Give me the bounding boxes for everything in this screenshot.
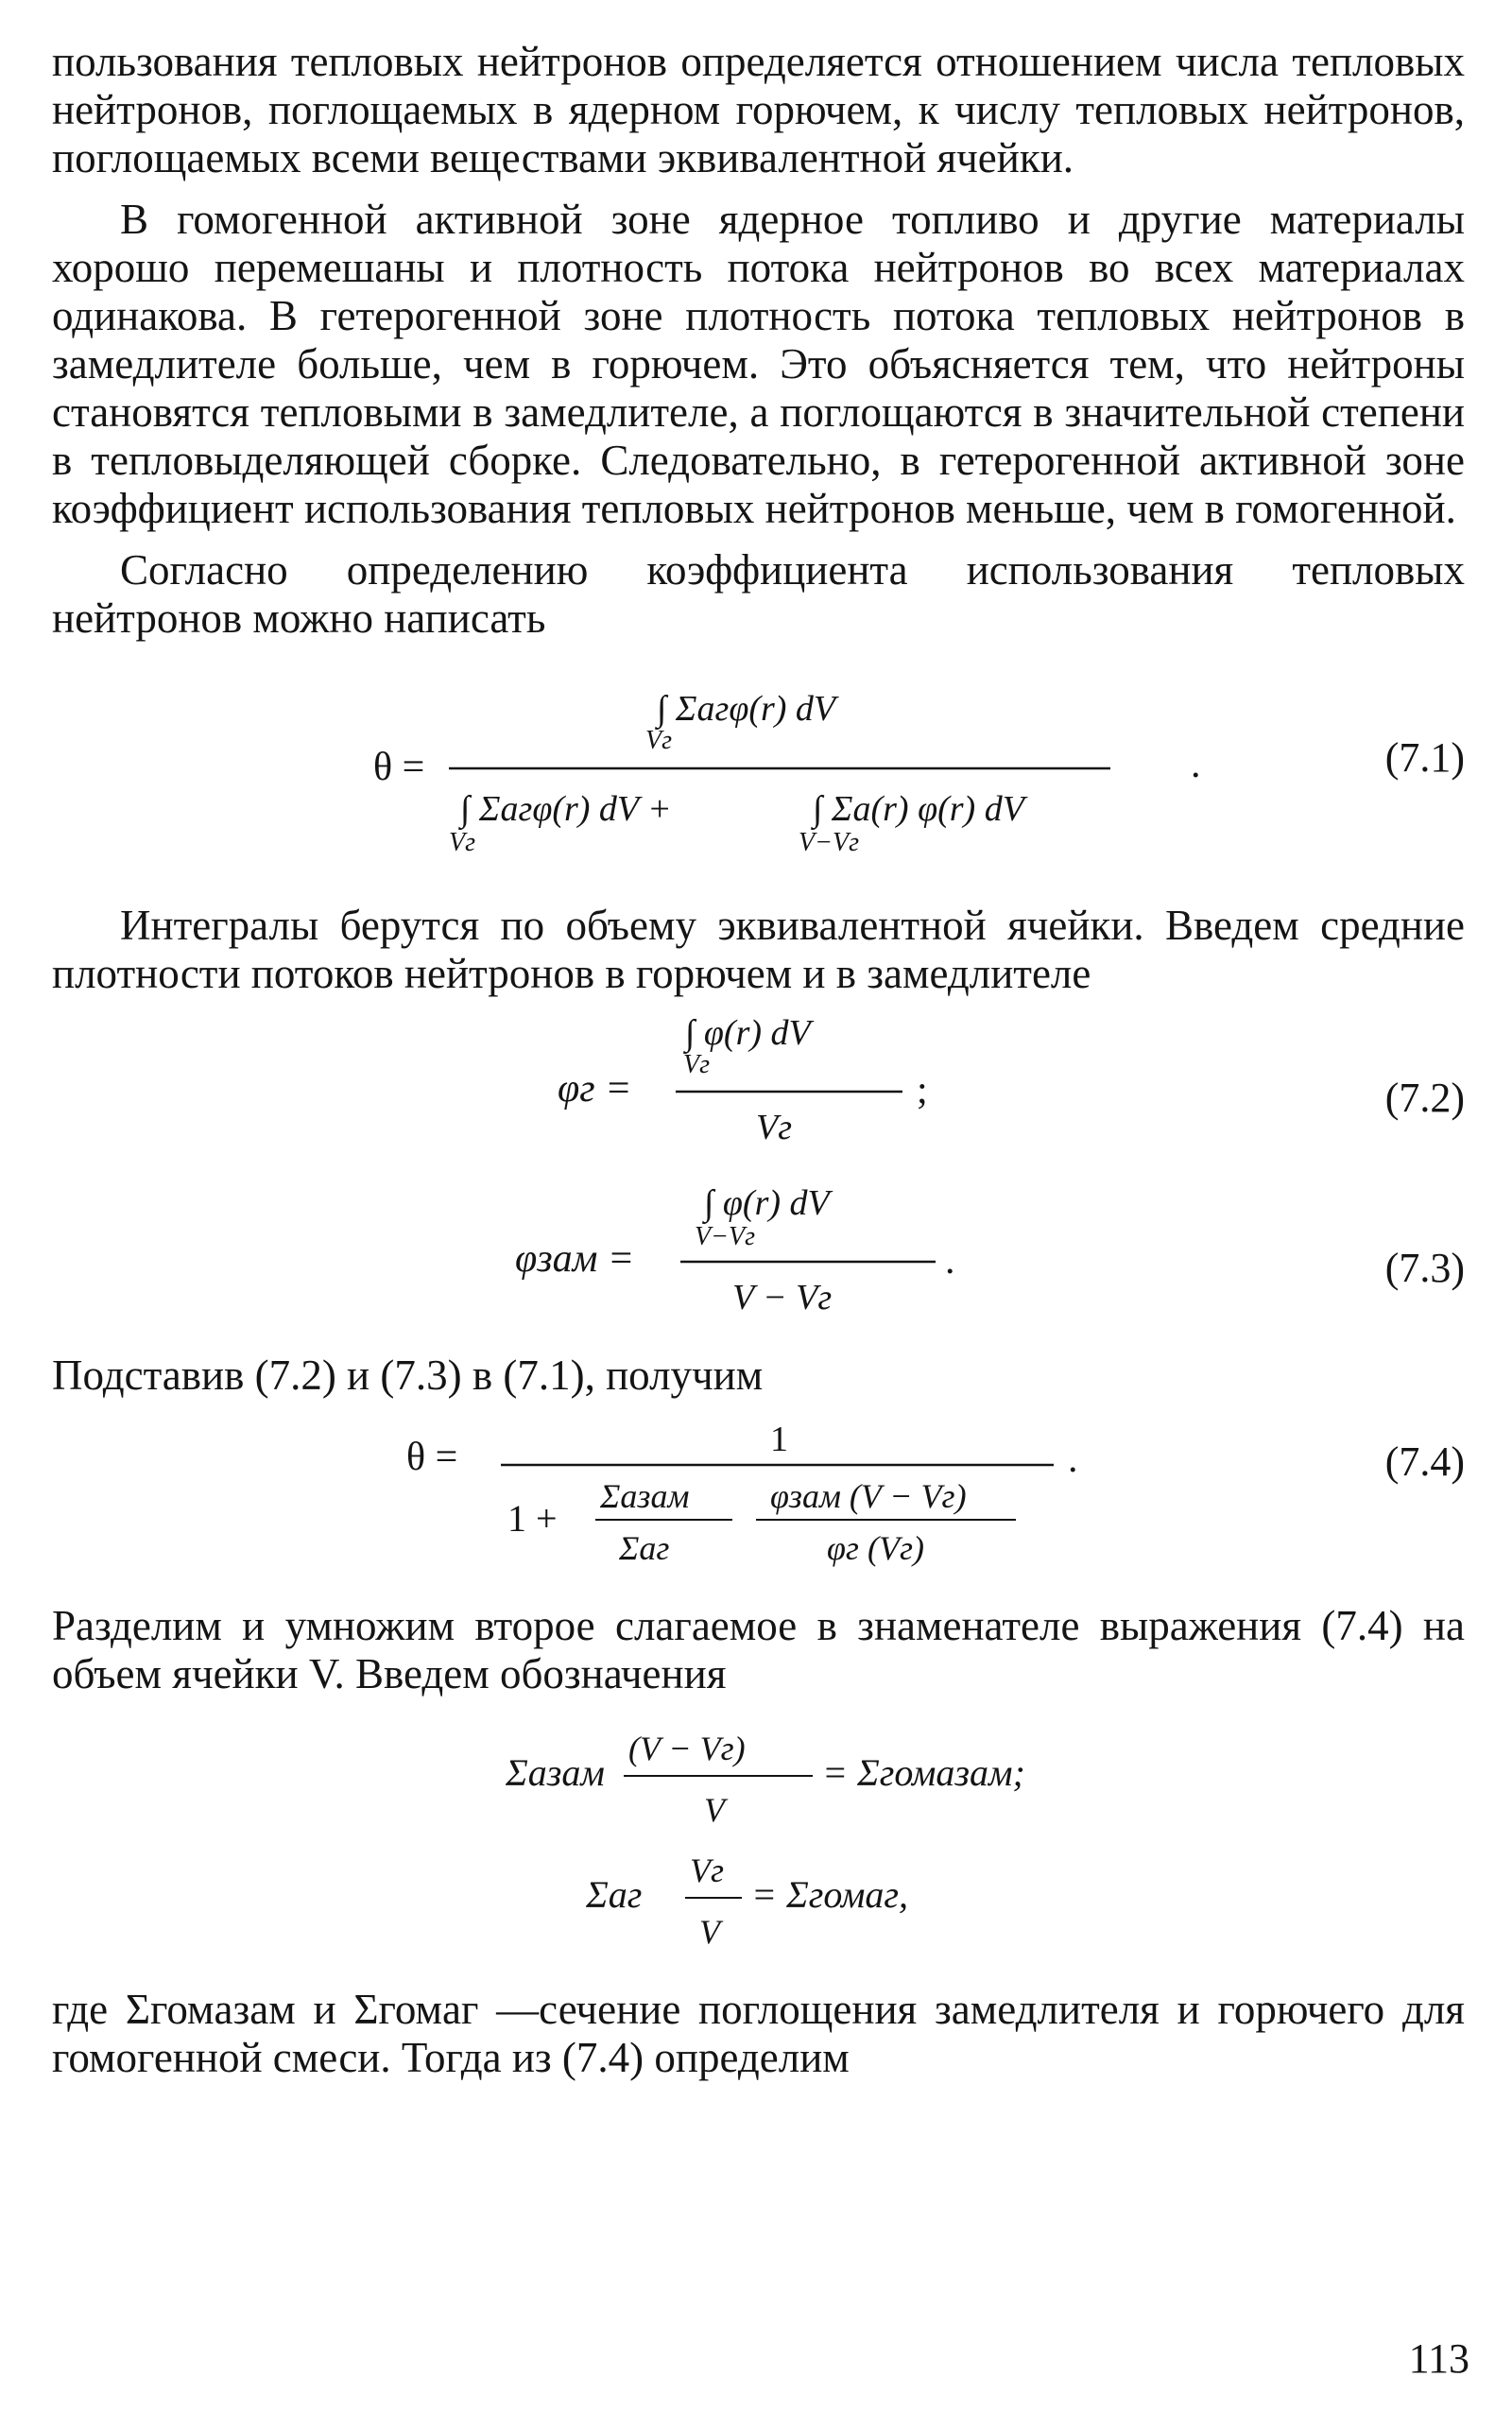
eq3-denominator: V − Vг <box>732 1278 833 1317</box>
eq3-number: (7.3) <box>1384 1245 1465 1291</box>
equation-7-3 <box>52 1181 1465 1323</box>
def2-frac-num: Vг <box>690 1851 725 1889</box>
page-content <box>52 38 1465 2082</box>
eq1-numerator-limit: Vг <box>645 726 673 755</box>
def1-frac-den: V <box>704 1791 725 1829</box>
equation-7-1-svg <box>52 671 1465 860</box>
definition-1-svg <box>52 1727 1465 1835</box>
equation-7-2-svg <box>52 1011 1465 1153</box>
eq1-denominator-a: ∫ Σaгφ(r) dV + <box>460 789 672 829</box>
def2-frac-den: V <box>699 1913 720 1951</box>
definition-1 <box>52 1727 1465 1835</box>
eq4-ratio1-den: Σaг <box>619 1529 670 1567</box>
eq2-trailing: ; <box>917 1069 928 1112</box>
paragraph-5: Подставив (7.2) и (7.3) в (7.1), получим <box>52 1352 764 1399</box>
paragraph-4: Интегралы берутся по объему эквивалентной ячейки. Введем средние плотности потоков нейтронов в горючем и в замедлителе <box>52 902 1465 997</box>
equation-7-1 <box>52 671 1465 860</box>
eq2-numerator: ∫ φ(r) dV <box>685 1013 811 1053</box>
equation-7-4-svg <box>52 1413 1465 1574</box>
definition-2 <box>52 1849 1465 1957</box>
eq4-denominator-lead: 1 + <box>507 1497 558 1540</box>
def2-lhs: Σaг <box>586 1873 643 1916</box>
def1-frac-num: (V − Vг) <box>628 1730 746 1767</box>
eq1-denominator-b: ∫ Σa(r) φ(r) dV <box>813 789 1024 829</box>
eq1-denominator-b-limit: V−Vг <box>799 828 860 857</box>
paragraph-6: Разделим и умножим второе слагаемое в знаменателе выражения (7.4) на объем ячейки V. Введем обозначения <box>52 1602 1465 1697</box>
eq3-lhs: φзам = <box>515 1237 635 1281</box>
eq2-lhs: φг = <box>558 1067 632 1111</box>
eq3-numerator-limit: V−Vг <box>695 1222 756 1251</box>
eq1-trailing: . <box>1191 743 1201 786</box>
eq3-numerator: ∫ φ(r) dV <box>704 1183 830 1223</box>
eq1-denominator-a-limit: Vг <box>449 828 476 857</box>
paragraph-3: Согласно определению коэффициента использования тепловых нейтронов можно написать <box>52 546 1465 642</box>
eq4-trailing: . <box>1068 1438 1078 1481</box>
equation-7-4 <box>52 1413 1465 1574</box>
eq4-ratio2-den: φг (Vг) <box>827 1529 924 1567</box>
eq3-trailing: . <box>945 1239 955 1283</box>
def1-rhs: = Σгомaзам; <box>822 1751 1025 1794</box>
eq2-numerator-limit: Vг <box>683 1050 711 1079</box>
eq4-number: (7.4) <box>1384 1438 1465 1485</box>
eq4-ratio2-num: φзам (V − Vг) <box>770 1477 967 1515</box>
eq4-numerator: 1 <box>770 1420 788 1459</box>
eq1-numerator: ∫ Σaгφ(r) dV <box>657 689 836 729</box>
eq1-lhs: θ = <box>373 746 425 789</box>
equation-7-3-svg <box>52 1181 1465 1323</box>
paragraph-1: пользования тепловых нейтронов определяется отношением числа тепловых нейтронов, поглощаемых в ядерном горючем, к числу тепловых нейтронов, поглощаемых всеми веществами эквивалентной ячейки. <box>52 38 1465 181</box>
eq4-ratio1-num: Σaзам <box>600 1477 690 1515</box>
definition-2-svg <box>52 1849 1465 1957</box>
paragraph-7: где Σгомaзам и Σгомaг —сечение поглощения замедлителя и горючего для гомогенной смеси. Тогда из (7.4) определим <box>52 1986 1465 2081</box>
eq4-lhs: θ = <box>406 1436 458 1479</box>
eq1-number: (7.1) <box>1384 734 1465 781</box>
equation-7-2 <box>52 1011 1465 1153</box>
def2-rhs: = Σгомaг, <box>751 1873 908 1916</box>
page-number: 113 <box>1408 2335 1469 2382</box>
eq2-number: (7.2) <box>1384 1075 1465 1121</box>
paragraph-2: В гомогенной активной зоне ядерное топливо и другие материалы хорошо перемешаны и плотность потока нейтронов во всех материалах одинакова. В гетерогенной зоне плотность потока тепловых нейтронов в замедлителе больше, чем в горючем. Это объясняется тем, что нейтроны становятся тепловыми в замедлителе, а поглощаются в значительной степени в тепловыделяющей сборке. Следовательно, в гетерогенной активной зоне коэффициент использования тепловых нейтронов меньше, чем в гомогенной. <box>52 196 1465 532</box>
def1-lhs: Σaзам <box>506 1751 605 1794</box>
eq2-denominator: Vг <box>756 1108 793 1147</box>
